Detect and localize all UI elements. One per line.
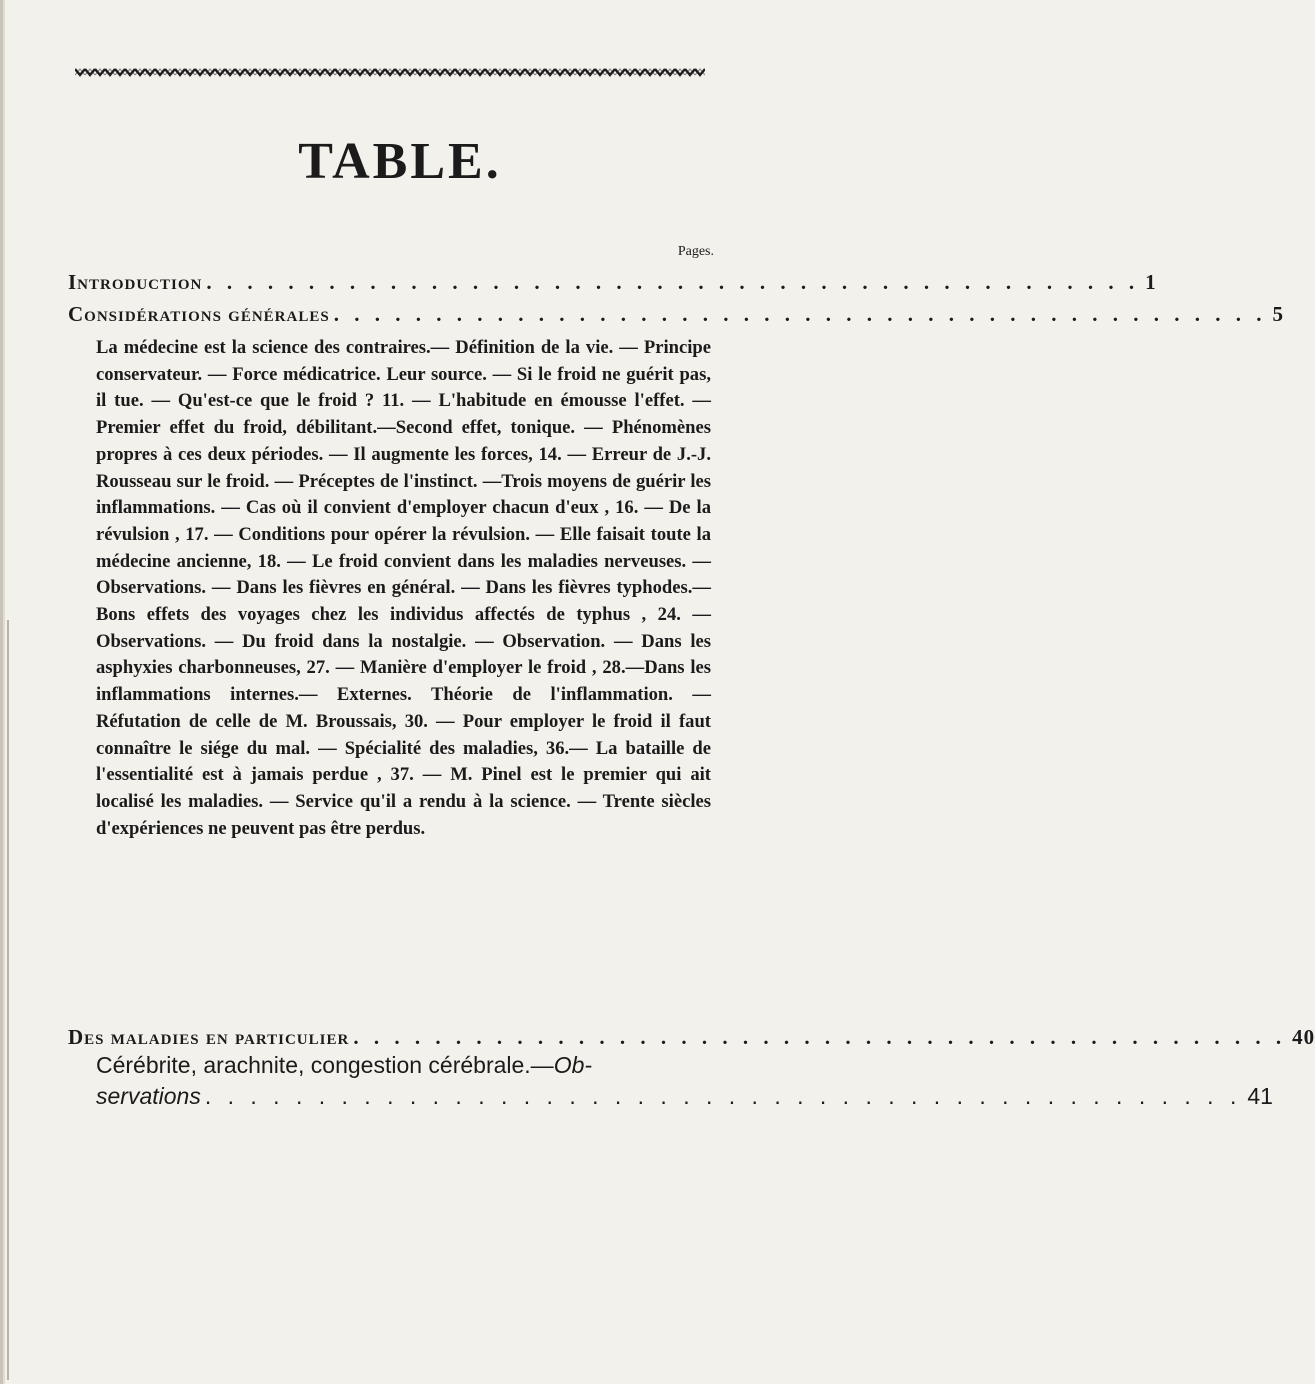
- toc-page-number: 5: [1272, 302, 1284, 326]
- leader-dots: . . . . . . . . . . . . . . . . . . . . . . . . . . . . . . . . . . . . . . . . . . . . . .: [206, 270, 1140, 294]
- page-binding-shadow: [0, 0, 14, 1384]
- leader-dots: . . . . . . . . . . . . . . . . . . . . . . . . . . . . . . . . . . . . . . . . . . . . . .: [353, 1025, 1287, 1049]
- pages-column-label: Pages.: [677, 244, 714, 259]
- subentry-text: Cérébrite, arachnite, congestion cérébrale.—: [96, 1052, 554, 1078]
- toc-entry-label: Des maladies en particulier: [68, 1025, 350, 1049]
- leader-dots: . . . . . . . . . . . . . . . . . . . . . . . . . . . . . . . . . . . . . . . . . . . . . .: [333, 302, 1267, 326]
- toc-entry-label: Introduction: [68, 270, 203, 294]
- subentry-italic-text: servations: [96, 1083, 201, 1109]
- page-title: TABLE.: [298, 133, 502, 190]
- toc-subentry-line2[interactable]: [96, 1083, 1273, 1110]
- toc-subentry-line1[interactable]: [96, 1052, 716, 1079]
- section-summary-text: La médecine est la science des contraires.— Définition de la vie. — Principe conservateur. — Force médicatrice. Leur source. — Si le froid ne guérit pas, il tue. — Qu'est-ce que le froid ? 11. — L'habitude en émousse l'effet. — Premier effet du froid, débilitant.—Second effet, tonique. — Phénomènes propres à ces deux périodes. — Il augmente les forces, 14. — Erreur de J.-J. Rousseau sur le froid. — Préceptes de l'instinct. —Trois moyens de guérir les inflammations. — Cas où il convient d'employer chacun d'eux , 16. — De la révulsion , 17. — Conditions pour opérer la révulsion. — Elle faisait toute la médecine ancienne, 18. — Le froid convient dans les maladies nerveuses. — Observations. — Dans les fièvres en général. — Dans les fièvres typhodes.— Bons effets des voyages chez les individus affectés de typhus , 24. — Observations. — Du froid dans la nostalgie. — Observation. — Dans les asphyxies charbonneuses, 27. — Manière d'employer le froid , 28.—Dans les inflammations internes.— Externes. Théorie de l'inflammation. — Réfutation de celle de M. Broussais, 30. — Pour employer le froid il faut connaître le siége du mal. — Spécialité des maladies, 36.— La bataille de l'essentialité est à jamais perdue , 37. — M. Pinel est le premier qui ait localisé les maladies. — Service qu'il a rendu à la science. — Trente siècles d'expériences ne peuvent pas être perdus.: [96, 337, 711, 839]
- subentry-italic-text: Ob-: [553, 1052, 593, 1078]
- leader-dots: . . . . . . . . . . . . . . . . . . . . . . . . . . . . . . . . . . . . . . . . . . . . . .: [204, 1083, 1242, 1109]
- toc-page-number: 41: [1247, 1083, 1273, 1109]
- toc-page-number: 40: [1292, 1025, 1315, 1049]
- decorative-border-ornament: [75, 66, 705, 78]
- toc-entry-considerations[interactable]: [68, 302, 1284, 327]
- toc-entry-des-maladies[interactable]: [68, 1025, 1315, 1050]
- toc-page-number: 1: [1145, 270, 1157, 294]
- toc-entry-label: Considérations générales: [68, 302, 330, 326]
- toc-entry-introduction[interactable]: [68, 270, 1157, 295]
